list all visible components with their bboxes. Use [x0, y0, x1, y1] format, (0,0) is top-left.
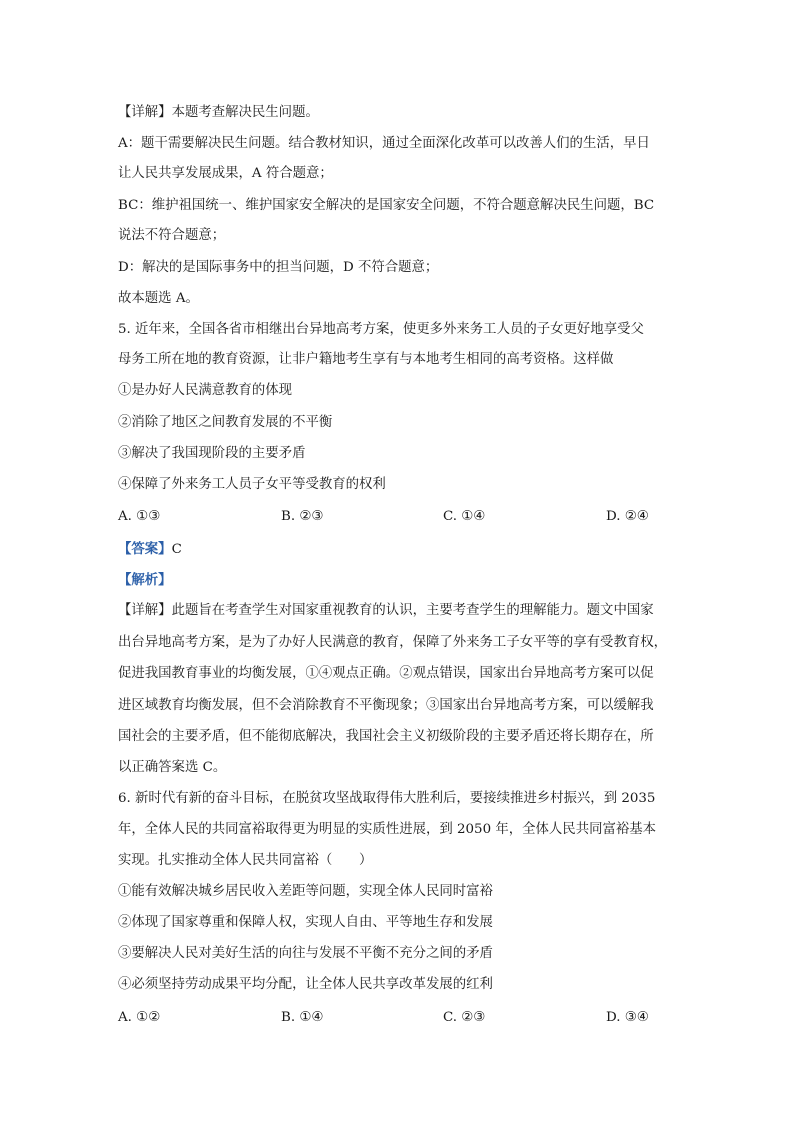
q5-statement-1: ①是办好人民满意教育的体现	[118, 383, 293, 398]
answer-value: C	[171, 542, 182, 557]
q5-detail-line4: 进区域教育均衡发展，但不会消除教育不平衡现象；③国家出台异地高考方案，可以缓解我	[118, 698, 654, 713]
q5-stem-line1: 5. 近年来，全国各省市相继出台异地高考方案，使更多外来务工人员的子女更好地享受父	[118, 322, 644, 337]
q5-answer-line	[118, 539, 182, 560]
q5-statement-2: ②消除了地区之间教育发展的不平衡	[118, 415, 333, 430]
q5-detail-line3: 促进我国教育事业的均衡发展，①④观点正确。②观点错误，国家出台异地高考方案可以促	[118, 666, 654, 681]
q6-option-d: D. ③④	[606, 1010, 649, 1025]
q6-stem-line1: 6. 新时代有新的奋斗目标，在脱贫攻坚战取得伟大胜利后，要接续推进乡村振兴，到 2035	[118, 791, 656, 806]
q4-option-bc-line1: BC：维护祖国统一、维护国家安全解决的是国家安全问题，不符合题意解决民生问题，BC	[118, 198, 655, 213]
q5-option-d: D. ②④	[606, 509, 649, 524]
q6-statement-2: ②体现了国家尊重和保障人权，实现人自由、平等地生存和发展	[118, 915, 493, 930]
q4-option-d-line: D：解决的是国际事务中的担当问题，D 不符合题意；	[118, 260, 439, 275]
q6-stem-line3: 实现。扎实推动全体人民共同富裕（ ）	[118, 853, 373, 868]
q6-stem-line2: 年，全体人民的共同富裕取得更为明显的实质性进展，到 2050 年，全体人民共同富裕基本	[118, 822, 657, 837]
detail-text: 本题考查解决民生问题。	[171, 105, 319, 120]
detail-label: 【详解】	[118, 603, 172, 618]
q5-option-c: C. ①④	[443, 509, 486, 524]
q4-detail-line	[118, 103, 319, 123]
q6-statement-1: ①能有效解决城乡居民收入差距等问题，实现全体人民同时富裕	[118, 884, 493, 899]
q6-option-c: C. ②③	[443, 1010, 486, 1025]
detail-text: 此题旨在考查学生对国家重视教育的认识，主要考查学生的理解能力。题文中国家	[171, 603, 654, 618]
analysis-label: 【解析】	[118, 572, 172, 588]
q5-detail-line5: 国社会的主要矛盾，但不能彻底解决，我国社会主义初级阶段的主要矛盾还将长期存在，所	[118, 729, 654, 744]
detail-label: 【详解】	[118, 105, 172, 120]
q6-option-b: B. ①④	[281, 1010, 324, 1025]
q6-statement-3: ③要解决人民对美好生活的向往与发展不平衡不充分之间的矛盾	[118, 946, 493, 961]
answer-label: 【答案】	[118, 541, 172, 557]
q5-statement-4: ④保障了外来务工人员子女平等受教育的权利	[118, 477, 386, 492]
q6-option-a: A. ①②	[118, 1010, 161, 1025]
q5-option-a: A. ①③	[118, 509, 161, 524]
q4-conclusion: 故本题选 A。	[118, 291, 199, 306]
q4-option-a-line2: 让人民共享发展成果，A 符合题意；	[118, 166, 333, 181]
q5-statement-3: ③解决了我国现阶段的主要矛盾	[118, 446, 306, 461]
q5-detail-line2: 出台异地高考方案，是为了办好人民满意的教育，保障了外来务工子女平等的享有受教育权，	[118, 635, 668, 650]
q5-detail-line6: 以正确答案选 C。	[118, 760, 227, 775]
q4-option-bc-line2: 说法不符合题意；	[118, 228, 226, 243]
q5-detail-line1	[118, 601, 654, 621]
q6-statement-4: ④必须坚持劳动成果平均分配，让全体人民共享改革发展的红利	[118, 977, 493, 992]
q5-option-b: B. ②③	[281, 509, 324, 524]
q5-stem-line2: 母务工所在地的教育资源，让非户籍地考生享有与本地考生相同的高考资格。这样做	[118, 352, 614, 367]
q4-option-a-line1: A：题干需要解决民生问题。结合教材知识，通过全面深化改革可以改善人们的生活，早日	[118, 136, 650, 151]
